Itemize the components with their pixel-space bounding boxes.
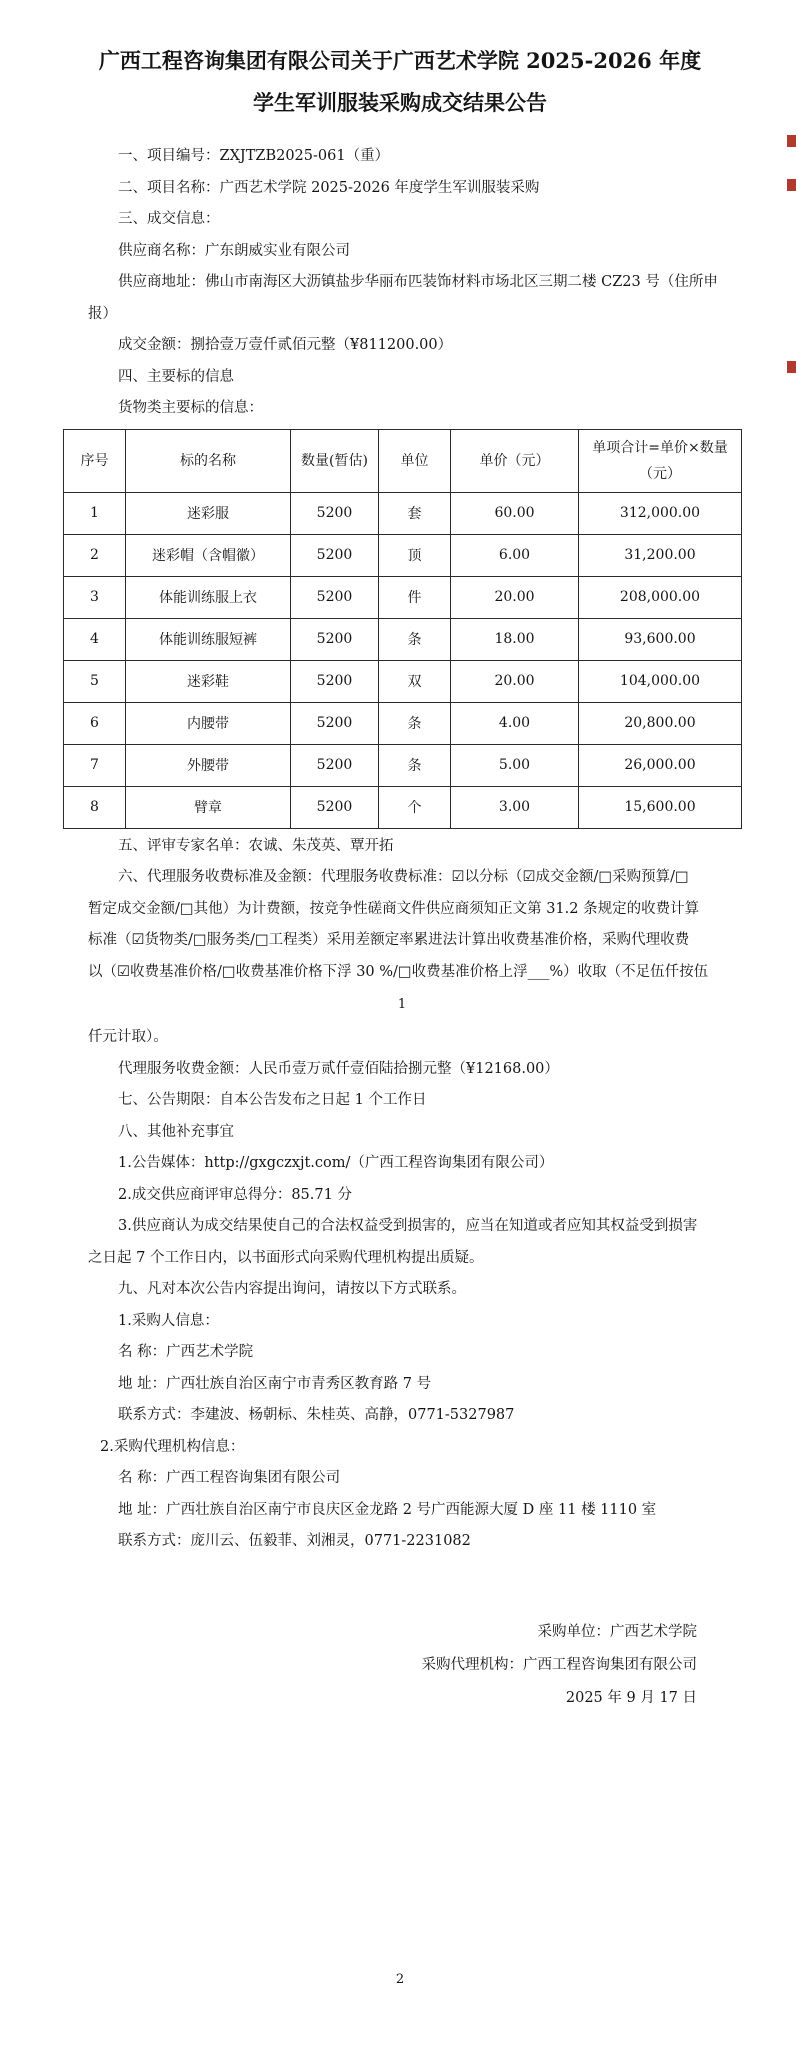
table-row bbox=[64, 744, 742, 786]
body-line: 之日起 7 个工作日内，以书面形式向采购代理机构提出质疑。 bbox=[88, 1249, 484, 1266]
signature-line: 采购单位：广西艺术学院 bbox=[537, 1623, 697, 1640]
table-row bbox=[64, 618, 742, 660]
body-line: 名 称：广西艺术学院 bbox=[118, 1344, 254, 1360]
table-cell-qty: 5200 bbox=[291, 576, 379, 618]
table-header-unit: 单位 bbox=[379, 429, 451, 492]
table-row bbox=[64, 576, 742, 618]
body-line: 三、成交信息： bbox=[118, 211, 220, 227]
document-title bbox=[0, 0, 800, 124]
table-header-name: 标的名称 bbox=[126, 429, 291, 492]
table-header-no: 序号 bbox=[64, 429, 126, 492]
body-line: 一、项目编号：ZXJTZB2025-061（重） bbox=[118, 148, 390, 164]
table-cell-total: 20,800.00 bbox=[579, 702, 742, 744]
document-title-line1: 广西工程咨询集团有限公司关于广西艺术学院 2025-2026 年度 bbox=[98, 48, 702, 73]
body-section-top bbox=[88, 141, 716, 425]
body-line: 代理服务收费金额：人民币壹万贰仟壹佰陆拾捌元整（¥12168.00） bbox=[118, 1060, 559, 1077]
table-cell-unit: 双 bbox=[379, 660, 451, 702]
table-header-total-line2: （元） bbox=[639, 465, 681, 482]
body-line: 四、主要标的信息 bbox=[118, 368, 234, 385]
table-cell-no: 7 bbox=[64, 744, 126, 786]
body-line: 1.公告媒体：http://gxgczxjt.com/（广西工程咨询集团有限公司） bbox=[118, 1155, 554, 1171]
table-cell-price: 20.00 bbox=[451, 660, 579, 702]
table-cell-total: 312,000.00 bbox=[579, 492, 742, 534]
table-cell-no: 5 bbox=[64, 660, 126, 702]
body-section-bottom bbox=[88, 831, 716, 1558]
items-table bbox=[63, 429, 742, 829]
table-header-total bbox=[579, 429, 742, 492]
body-line: 联系方式：李建波、杨朝标、朱桂英、高静，0771-5327987 bbox=[118, 1407, 515, 1423]
table-row bbox=[64, 492, 742, 534]
body-line: 供应商地址：佛山市南海区大沥镇盐步华丽布匹装饰材料市场北区三期二楼 CZ23 号（住所申 bbox=[118, 274, 718, 290]
table-header-total-line1: 单项合计=单价×数量 bbox=[592, 439, 728, 456]
body-line: 以（☑收费基准价格/□收费基准价格下浮 30 %/□收费基准价格上浮___%）收取（不足伍仟按伍 bbox=[88, 963, 709, 980]
table-cell-unit: 条 bbox=[379, 702, 451, 744]
items-table-body bbox=[64, 492, 742, 828]
table-cell-name: 迷彩帽（含帽徽） bbox=[126, 534, 291, 576]
table-cell-no: 4 bbox=[64, 618, 126, 660]
table-cell-qty: 5200 bbox=[291, 786, 379, 828]
signature-line: 采购代理机构：广西工程咨询集团有限公司 bbox=[421, 1656, 697, 1673]
table-header-qty: 数量(暂估) bbox=[291, 429, 379, 492]
table-cell-name: 臂章 bbox=[126, 786, 291, 828]
body-line: 暂定成交金额/□其他）为计费额，按竞争性磋商文件供应商须知正文第 31.2 条规定的收费计算 bbox=[88, 900, 700, 917]
body-line: 报） bbox=[88, 305, 117, 322]
items-table-head bbox=[64, 429, 742, 492]
table-cell-name: 体能训练服短裤 bbox=[126, 618, 291, 660]
table-cell-name: 外腰带 bbox=[126, 744, 291, 786]
table-row bbox=[64, 786, 742, 828]
revision-mark bbox=[787, 135, 796, 147]
body-line: 地 址：广西壮族自治区南宁市青秀区教育路 7 号 bbox=[118, 1375, 432, 1392]
table-cell-no: 1 bbox=[64, 492, 126, 534]
table-cell-unit: 条 bbox=[379, 618, 451, 660]
table-row bbox=[64, 702, 742, 744]
table-cell-total: 31,200.00 bbox=[579, 534, 742, 576]
body-line: 地 址：广西壮族自治区南宁市良庆区金龙路 2 号广西能源大厦 D 座 11 楼 1110 室 bbox=[118, 1501, 657, 1518]
table-cell-price: 5.00 bbox=[451, 744, 579, 786]
signature-line: 2025 年 9 月 17 日 bbox=[565, 1689, 697, 1706]
body-line: 标准（☑货物类/□服务类/□工程类）采用差额定率累进法计算出收费基准价格，采购代理收费 bbox=[88, 932, 690, 948]
table-cell-no: 8 bbox=[64, 786, 126, 828]
table-cell-name: 迷彩服 bbox=[126, 492, 291, 534]
table-cell-price: 6.00 bbox=[451, 534, 579, 576]
table-cell-qty: 5200 bbox=[291, 534, 379, 576]
body-line: 2.成交供应商评审总得分：85.71 分 bbox=[118, 1186, 352, 1203]
table-cell-total: 208,000.00 bbox=[579, 576, 742, 618]
table-cell-name: 迷彩鞋 bbox=[126, 660, 291, 702]
table-cell-name: 体能训练服上衣 bbox=[126, 576, 291, 618]
table-header-price: 单价（元） bbox=[451, 429, 579, 492]
table-cell-price: 3.00 bbox=[451, 786, 579, 828]
table-cell-no: 2 bbox=[64, 534, 126, 576]
table-cell-no: 6 bbox=[64, 702, 126, 744]
body-line: 八、其他补充事宜 bbox=[118, 1123, 234, 1140]
body-line: 二、项目名称：广西艺术学院 2025-2026 年度学生军训服装采购 bbox=[118, 179, 540, 196]
revision-mark bbox=[787, 361, 796, 373]
revision-mark bbox=[787, 179, 796, 191]
table-cell-unit: 件 bbox=[379, 576, 451, 618]
table-cell-qty: 5200 bbox=[291, 618, 379, 660]
table-header-row bbox=[64, 429, 742, 492]
table-cell-price: 4.00 bbox=[451, 702, 579, 744]
table-cell-unit: 个 bbox=[379, 786, 451, 828]
table-cell-no: 3 bbox=[64, 576, 126, 618]
body-line: 1.采购人信息： bbox=[118, 1312, 219, 1329]
table-cell-name: 内腰带 bbox=[126, 702, 291, 744]
table-row bbox=[64, 534, 742, 576]
table-cell-total: 15,600.00 bbox=[579, 786, 742, 828]
body-line: 成交金额：捌拾壹万壹仟贰佰元整（¥811200.00） bbox=[118, 337, 453, 353]
table-cell-price: 20.00 bbox=[451, 576, 579, 618]
page-number-2: 2 bbox=[395, 1972, 405, 1987]
body-line: 五、评审专家名单：农诚、朱茂英、覃开拓 bbox=[118, 837, 394, 854]
table-cell-qty: 5200 bbox=[291, 492, 379, 534]
document-body bbox=[0, 141, 800, 1715]
table-cell-qty: 5200 bbox=[291, 702, 379, 744]
table-cell-total: 93,600.00 bbox=[579, 618, 742, 660]
body-line: 九、凡对本次公告内容提出询问，请按以下方式联系。 bbox=[118, 1281, 466, 1297]
body-line: 货物类主要标的信息： bbox=[118, 400, 263, 416]
body-line: 供应商名称：广东朗威实业有限公司 bbox=[118, 242, 350, 259]
body-line: 名 称：广西工程咨询集团有限公司 bbox=[118, 1470, 341, 1486]
table-cell-qty: 5200 bbox=[291, 744, 379, 786]
table-cell-qty: 5200 bbox=[291, 660, 379, 702]
body-line: 六、代理服务收费标准及金额：代理服务收费标准：☑以分标（☑成交金额/□采购预算/□ bbox=[118, 869, 689, 885]
table-cell-unit: 条 bbox=[379, 744, 451, 786]
table-cell-total: 26,000.00 bbox=[579, 744, 742, 786]
table-cell-price: 60.00 bbox=[451, 492, 579, 534]
table-cell-unit: 套 bbox=[379, 492, 451, 534]
table-cell-price: 18.00 bbox=[451, 618, 579, 660]
body-line: 1 bbox=[397, 997, 407, 1012]
body-line: 仟元计取）。 bbox=[88, 1029, 168, 1045]
document-title-line2: 学生军训服装采购成交结果公告 bbox=[253, 90, 547, 115]
body-line: 2.采购代理机构信息： bbox=[100, 1438, 245, 1455]
body-line: 联系方式：庞川云、伍毅菲、刘湘灵，0771-2231082 bbox=[118, 1533, 471, 1549]
table-cell-total: 104,000.00 bbox=[579, 660, 742, 702]
signature-block bbox=[88, 1616, 716, 1715]
table-row bbox=[64, 660, 742, 702]
body-line: 七、公告期限：自本公告发布之日起 1 个工作日 bbox=[118, 1092, 427, 1108]
table-cell-unit: 顶 bbox=[379, 534, 451, 576]
body-line: 3.供应商认为成交结果使自己的合法权益受到损害的，应当在知道或者应知其权益受到损害 bbox=[118, 1218, 698, 1234]
